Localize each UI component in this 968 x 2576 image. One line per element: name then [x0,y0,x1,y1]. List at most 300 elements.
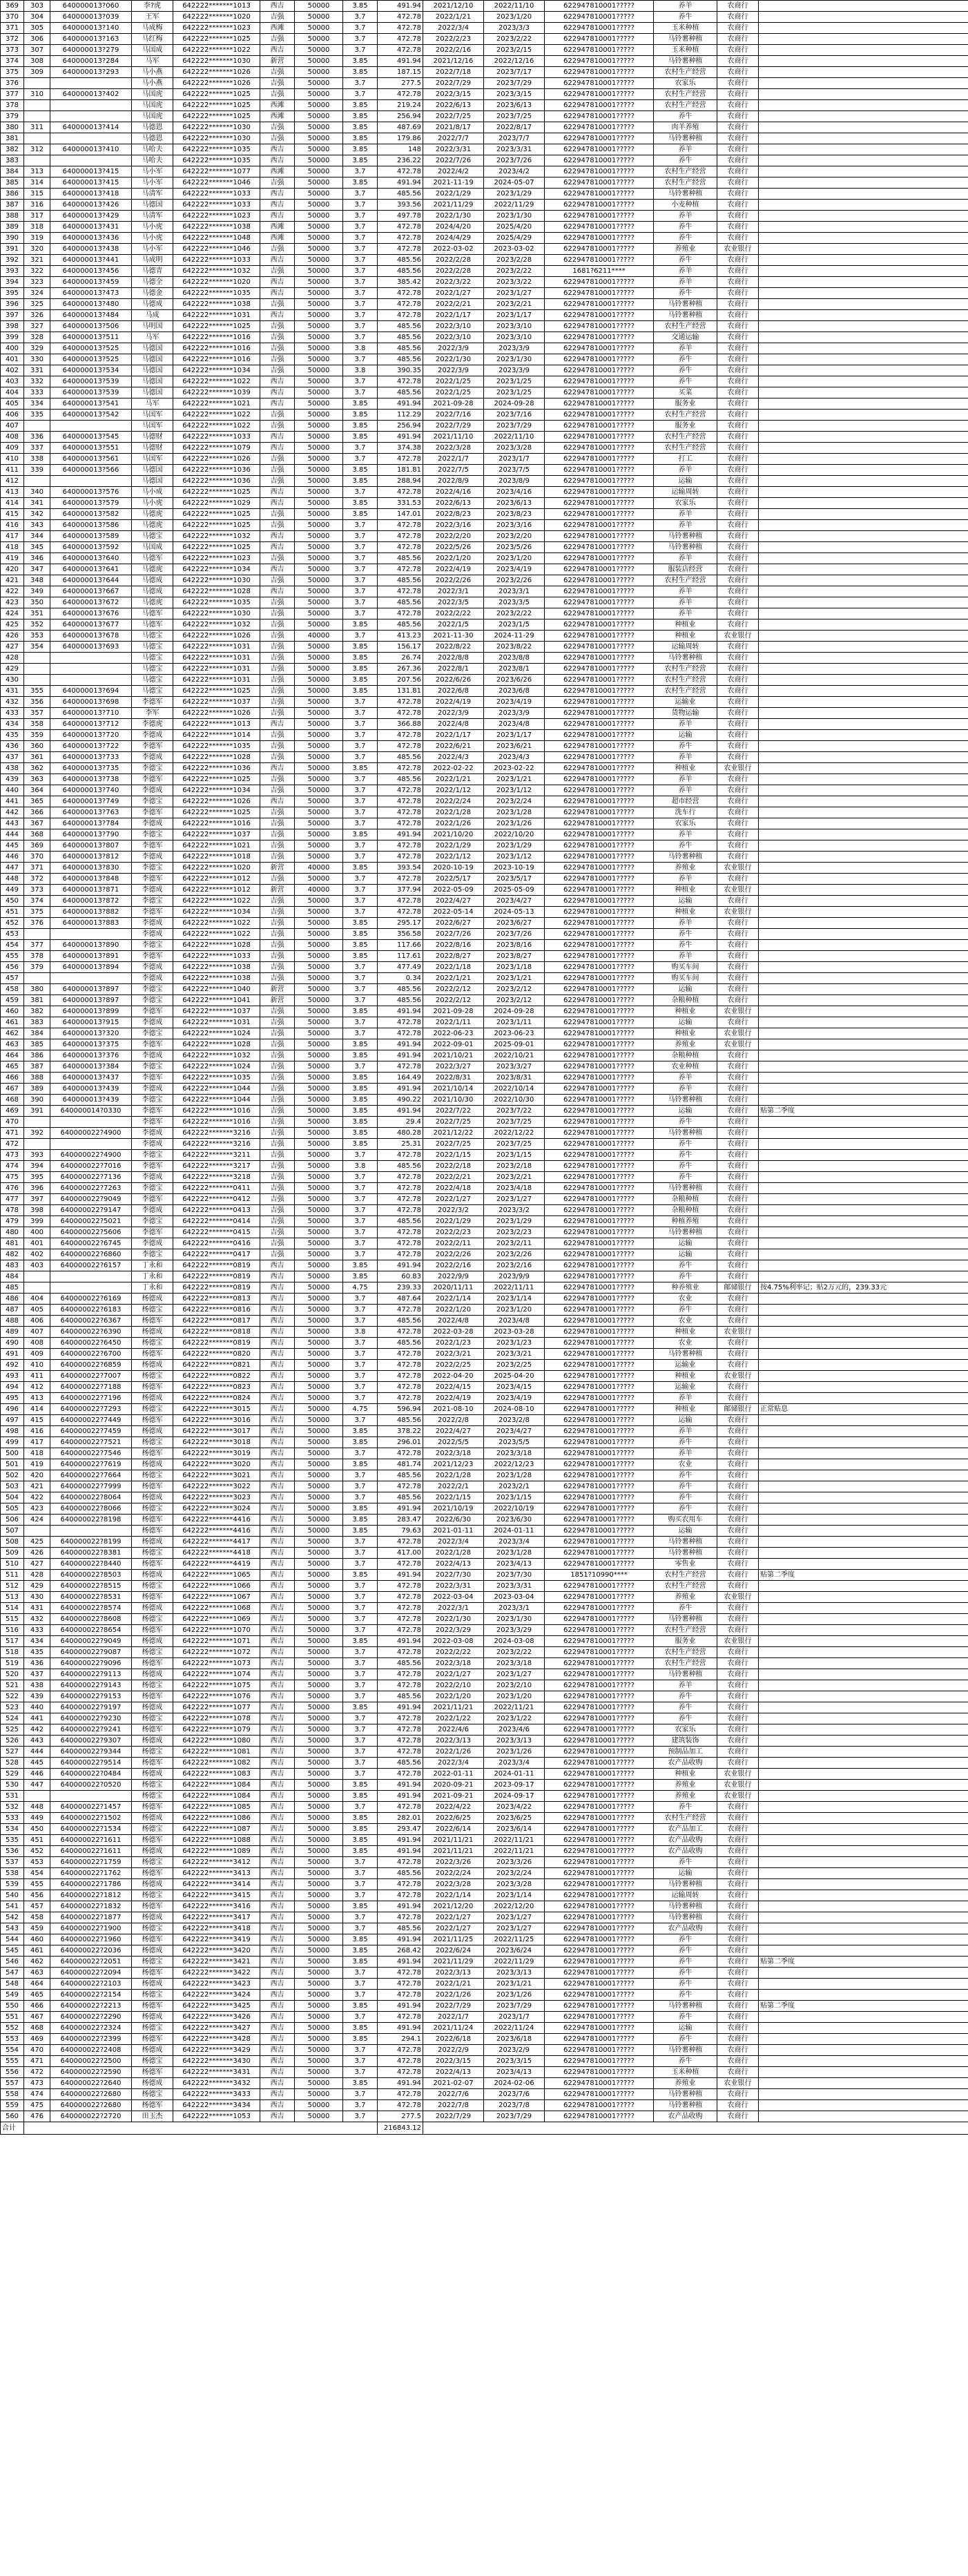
table-row [1,608,968,619]
cell-8: 3.7 [343,719,378,730]
cell-11: 2022/11/21 [484,1846,545,1857]
cell-12: 622947810001????? [545,244,654,255]
cell-8: 3.85 [343,951,378,962]
cell-6: 西吉 [260,2001,295,2012]
cell-6: 吉强 [260,1194,295,1205]
cell-1: 419 [1,553,24,564]
table-row [1,23,968,34]
cell-15 [759,354,968,365]
cell-4: 马哈夫 [132,155,173,166]
cell-13: 养殖业 [654,1791,717,1802]
cell-3: 640000022?9096 [50,1658,132,1669]
cell-2: 476 [24,2111,50,2122]
cell-4: 马国虎 [132,111,173,122]
cell-13: 马铃薯种植 [654,310,717,321]
cell-1: 443 [1,818,24,829]
cell-15 [759,244,968,255]
cell-5: 642222*******1026 [173,631,260,642]
cell-13: 养羊 [654,211,717,222]
cell-12: 622947810001????? [545,1316,654,1327]
cell-11: 2023/1/22 [484,1713,545,1724]
cell-6: 吉强 [260,1227,295,1238]
cell-2: 363 [24,774,50,785]
cell-14: 农商行 [717,266,759,277]
cell-12: 622947810001????? [545,1216,654,1227]
cell-13: 养羊 [654,520,717,531]
cell-15 [759,1305,968,1316]
cell-3: 640000022?8654 [50,1625,132,1636]
cell-13: 养羊 [654,1084,717,1095]
cell-7: 50000 [295,1923,343,1934]
cell-6: 吉强 [260,631,295,642]
cell-8: 3.85 [343,476,378,487]
cell-5: 642222*******1035 [173,155,260,166]
cell-7: 50000 [295,100,343,111]
cell-2: 356 [24,697,50,708]
cell-6: 吉强 [260,896,295,907]
cell-12: 622947810001????? [545,1879,654,1890]
cell-6: 西吉 [260,1503,295,1515]
table-row [1,100,968,111]
cell-4: 马德恩 [132,122,173,133]
cell-3: 640000022?6157 [50,1260,132,1271]
cell-7: 50000 [295,1879,343,1890]
cell-2: 390 [24,1095,50,1106]
cell-11: 2023/1/30 [484,1614,545,1625]
cell-7: 50000 [295,1736,343,1747]
cell-1: 377 [1,89,24,100]
cell-4: 杨德成 [132,1603,173,1614]
cell-3: 640000013?740 [50,785,132,796]
table-row [1,1227,968,1238]
table-row [1,1912,968,1923]
cell-3: 640000013?894 [50,962,132,973]
cell-1: 487 [1,1305,24,1316]
cell-2: 308 [24,56,50,67]
cell-10: 2022/1/5 [423,619,484,631]
cell-15 [759,1515,968,1526]
cell-8: 3.7 [343,1680,378,1691]
cell-8: 3.85 [343,1050,378,1061]
cell-15 [759,1028,968,1039]
cell-15 [759,874,968,885]
cell-4: 杨德军 [132,1802,173,1813]
cell-12: 622947810001????? [545,1459,654,1470]
cell-6: 吉强 [260,1216,295,1227]
cell-6: 西吉 [260,1923,295,1934]
cell-14: 农业银行 [717,1769,759,1780]
cell-8: 4.75 [343,1282,378,1294]
cell-13: 养牛 [654,365,717,376]
cell-9: 219.24 [378,100,423,111]
cell-14: 农商行 [717,376,759,387]
cell-15 [759,23,968,34]
cell-12: 622947810001????? [545,1526,654,1537]
cell-9: 472.78 [378,1227,423,1238]
cell-6: 吉强 [260,1050,295,1061]
cell-6: 西吉 [260,1548,295,1559]
cell-12: 622947810001????? [545,951,654,962]
cell-2: 373 [24,885,50,896]
cell-10: 2020-10-19 [423,863,484,874]
cell-6: 西吉 [260,1912,295,1923]
cell-11: 2023/1/25 [484,387,545,398]
cell-7: 40000 [295,631,343,642]
cell-3: 640000013?525 [50,354,132,365]
cell-2: 326 [24,310,50,321]
cell-11: 2023/1/18 [484,962,545,973]
cell-14: 农商行 [717,796,759,807]
cell-3: 640000013?738 [50,774,132,785]
cell-3: 640000013?693 [50,642,132,653]
cell-1: 371 [1,23,24,34]
cell-13: 养牛 [654,1957,717,1968]
cell-4: 马小成 [132,487,173,498]
cell-5: 642222*******1025 [173,100,260,111]
table-row [1,1282,968,1294]
cell-8: 3.7 [343,1979,378,1990]
cell-12: 622947810001????? [545,1470,654,1481]
cell-3: 640000013?418 [50,189,132,200]
cell-1: 500 [1,1448,24,1459]
cell-9: 472.78 [378,708,423,719]
cell-12: 622947810001????? [545,2045,654,2056]
cell-2: 307 [24,45,50,56]
cell-13: 农家乐 [654,1724,717,1736]
cell-6: 西吉 [260,200,295,211]
cell-9: 491.94 [378,1780,423,1791]
cell-14: 农商行 [717,553,759,564]
cell-13: 养牛 [654,1172,717,1183]
cell-1: 547 [1,1968,24,1979]
cell-5: 642222*******1046 [173,177,260,189]
cell-1: 472 [1,1139,24,1150]
cell-2 [24,111,50,122]
cell-10: 2022/4/15 [423,1382,484,1393]
cell-11: 2023/1/21 [484,774,545,785]
cell-12: 622947810001????? [545,1,654,12]
cell-4: 马清军 [132,211,173,222]
cell-12: 622947810001????? [545,531,654,542]
cell-4: 杨德成 [132,1459,173,1470]
cell-11: 2023/1/15 [484,1492,545,1503]
cell-3 [50,421,132,432]
cell-10: 2022/6/18 [423,2034,484,2045]
table-row [1,222,968,233]
cell-1: 534 [1,1824,24,1835]
cell-13: 购买车间 [654,962,717,973]
cell-10: 2022/1/29 [423,1216,484,1227]
cell-11: 2023/5/26 [484,542,545,553]
cell-12: 622947810001????? [545,1349,654,1360]
cell-5: 642222*******3428 [173,2034,260,2045]
cell-12: 622947810001????? [545,1371,654,1382]
cell-9: 491.94 [378,1702,423,1713]
cell-4: 马德财 [132,432,173,443]
cell-10: 2022/2/22 [423,608,484,619]
cell-1: 483 [1,1260,24,1271]
cell-13: 马铃薯种植 [654,2089,717,2100]
cell-5: 642222*******1084 [173,1791,260,1802]
cell-14: 农商行 [717,1979,759,1990]
cell-13: 种植业 [654,1404,717,1415]
cell-14: 农商行 [717,1868,759,1879]
cell-5: 642222*******1048 [173,233,260,244]
cell-9: 472.78 [378,1802,423,1813]
cell-5: 642222*******1030 [173,133,260,144]
cell-7: 50000 [295,387,343,398]
cell-11: 2023/1/26 [484,1747,545,1758]
cell-11: 2024-09-28 [484,1006,545,1017]
cell-15 [759,12,968,23]
cell-11: 2023/4/2 [484,166,545,177]
cell-9: 491.94 [378,2023,423,2034]
cell-7: 50000 [295,686,343,697]
cell-15: 贴第二季度 [759,1957,968,1968]
cell-4: 杨德宝 [132,1780,173,1791]
cell-7: 50000 [295,575,343,586]
cell-12: 622947810001????? [545,763,654,774]
cell-4: 李德军 [132,1117,173,1128]
cell-3: 640000013?375 [50,1039,132,1050]
cell-10: 2022/1/29 [423,189,484,200]
cell-14: 农商行 [717,498,759,509]
cell-9: 472.78 [378,1713,423,1724]
cell-14: 农商行 [717,1945,759,1957]
table-row [1,266,968,277]
cell-7: 50000 [295,1205,343,1216]
cell-6: 吉强 [260,410,295,421]
cell-9: 485.56 [378,1691,423,1702]
cell-7: 50000 [295,2045,343,2056]
table-row [1,78,968,89]
cell-9: 472.78 [378,697,423,708]
cell-8: 3.85 [343,1824,378,1835]
cell-9: 485.56 [378,984,423,995]
cell-1: 560 [1,2111,24,2122]
cell-7: 50000 [295,1758,343,1769]
cell-11: 2023/3/5 [484,597,545,608]
cell-10: 2022/1/11 [423,1017,484,1028]
cell-14: 农商行 [717,697,759,708]
cell-12: 622947810001????? [545,785,654,796]
cell-6: 西吉 [260,1857,295,1868]
cell-4: 马军 [132,56,173,67]
cell-1: 540 [1,1890,24,1901]
cell-7: 50000 [295,244,343,255]
cell-14: 农商行 [717,741,759,752]
cell-13: 养羊 [654,1448,717,1459]
cell-15 [759,675,968,686]
cell-1: 412 [1,476,24,487]
cell-12: 622947810001????? [545,597,654,608]
cell-14: 农商行 [717,166,759,177]
table-row [1,1017,968,1028]
cell-5: 642222*******1022 [173,929,260,940]
cell-8: 3.7 [343,1747,378,1758]
cell-1: 441 [1,796,24,807]
cell-8: 3.7 [343,1603,378,1614]
cell-4: 杨德成 [132,1736,173,1747]
table-row [1,1813,968,1824]
cell-6: 吉强 [260,454,295,465]
cell-14: 农商行 [717,1747,759,1758]
cell-6: 西吉 [260,45,295,56]
cell-7: 50000 [295,1360,343,1371]
cell-9: 472.78 [378,1238,423,1249]
cell-1: 488 [1,1316,24,1327]
cell-2: 315 [24,189,50,200]
cell-3: 640000013?284 [50,56,132,67]
cell-13: 养羊 [654,343,717,354]
cell-12: 622947810001????? [545,1282,654,1294]
cell-15 [759,2078,968,2089]
cell-10: 2022/7/7 [423,133,484,144]
cell-8: 3.7 [343,89,378,100]
cell-14: 农商行 [717,642,759,653]
cell-14: 农商行 [717,1603,759,1614]
cell-3: 640000013?438 [50,244,132,255]
cell-13: 养羊 [654,1,717,12]
cell-4: 马哈夫 [132,144,173,155]
cell-14: 农商行 [717,189,759,200]
cell-13: 养殖业 [654,1592,717,1603]
cell-3 [50,1791,132,1802]
cell-5: 642222*******1069 [173,1614,260,1625]
cell-15 [759,763,968,774]
cell-12: 622947810001????? [545,1393,654,1404]
cell-15 [759,321,968,332]
cell-11: 2022/8/17 [484,122,545,133]
cell-15 [759,1503,968,1515]
cell-12: 622947810001????? [545,1139,654,1150]
cell-4: 杨德军 [132,1901,173,1912]
cell-13: 运输 [654,2023,717,2034]
cell-10: 2022/4/2 [423,166,484,177]
cell-4: 杨德宝 [132,1857,173,1868]
cell-2: 460 [24,1934,50,1945]
cell-5: 642222*******1066 [173,1581,260,1592]
cell-9: 491.94 [378,1791,423,1802]
cell-8: 3.85 [343,686,378,697]
table-row [1,233,968,244]
cell-8: 3.85 [343,177,378,189]
cell-2: 428 [24,1570,50,1581]
cell-15 [759,133,968,144]
cell-3: 640000022?8199 [50,1537,132,1548]
cell-8: 3.7 [343,730,378,741]
cell-3: 640000022?5021 [50,1216,132,1227]
cell-2: 463 [24,1968,50,1979]
cell-5: 642222*******1039 [173,387,260,398]
cell-5: 642222*******1031 [173,310,260,321]
cell-5: 642222*******4416 [173,1515,260,1526]
cell-14: 农商行 [717,940,759,951]
cell-1: 464 [1,1050,24,1061]
cell-5: 642222*******3416 [173,1901,260,1912]
table-row [1,1106,968,1117]
cell-1: 450 [1,896,24,907]
cell-8: 3.85 [343,1934,378,1945]
table-row [1,1724,968,1736]
cell-7: 50000 [295,664,343,675]
cell-8: 3.85 [343,675,378,686]
cell-7: 50000 [295,1448,343,1459]
cell-15 [759,2034,968,2045]
cell-6: 西吉 [260,1979,295,1990]
cell-10: 2022/6/25 [423,1813,484,1824]
cell-9: 491.94 [378,1039,423,1050]
cell-6: 吉强 [260,343,295,354]
cell-3: 640000022?8574 [50,1603,132,1614]
cell-5: 642222*******3423 [173,1979,260,1990]
cell-10: 2022/5/17 [423,874,484,885]
cell-9: 374.38 [378,443,423,454]
cell-10: 2022/1/15 [423,1150,484,1161]
cell-14: 农商行 [717,818,759,829]
cell-1: 559 [1,2100,24,2111]
table-row [1,1503,968,1515]
cell-14: 农商行 [717,1802,759,1813]
cell-1: 399 [1,332,24,343]
cell-8: 3.85 [343,763,378,774]
cell-4: 李德成 [132,1084,173,1095]
cell-11: 2023/1/28 [484,807,545,818]
cell-7: 50000 [295,608,343,619]
table-row [1,1515,968,1526]
table-row [1,1713,968,1724]
cell-5: 642222*******1028 [173,1039,260,1050]
cell-7: 50000 [295,730,343,741]
cell-9: 179.86 [378,133,423,144]
cell-11: 2023/7/25 [484,1139,545,1150]
cell-4: 李德军 [132,951,173,962]
cell-11: 2023/2/15 [484,45,545,56]
cell-13: 马铃薯种植 [654,34,717,45]
cell-12: 622947810001????? [545,310,654,321]
cell-3: 640000013?882 [50,907,132,918]
cell-4: 杨德宝 [132,1713,173,1724]
cell-14: 农业银行 [717,2078,759,2089]
table-row [1,1868,968,1879]
cell-8: 3.7 [343,1968,378,1979]
cell-9: 491.94 [378,2078,423,2089]
cell-7: 50000 [295,829,343,840]
cell-7: 50000 [295,89,343,100]
cell-1: 435 [1,730,24,741]
cell-12: 622947810001????? [545,741,654,752]
cell-5: 642222*******3412 [173,1857,260,1868]
cell-4: 马小军 [132,166,173,177]
table-row [1,1747,968,1758]
cell-5: 642222*******1034 [173,564,260,575]
cell-8: 3.7 [343,973,378,984]
cell-14: 农商行 [717,487,759,498]
cell-7: 50000 [295,653,343,664]
cell-2: 455 [24,1879,50,1890]
cell-11: 2023/7/6 [484,2089,545,2100]
cell-5: 642222*******3021 [173,1470,260,1481]
cell-3: 640000013?676 [50,608,132,619]
cell-10: 2022/1/27 [423,1194,484,1205]
cell-5: 642222*******1016 [173,818,260,829]
table-row [1,277,968,288]
cell-6: 吉强 [260,642,295,653]
cell-6: 西吉 [260,564,295,575]
cell-12: 622947810001????? [545,608,654,619]
cell-2: 384 [24,1028,50,1039]
cell-14: 农商行 [717,1669,759,1680]
